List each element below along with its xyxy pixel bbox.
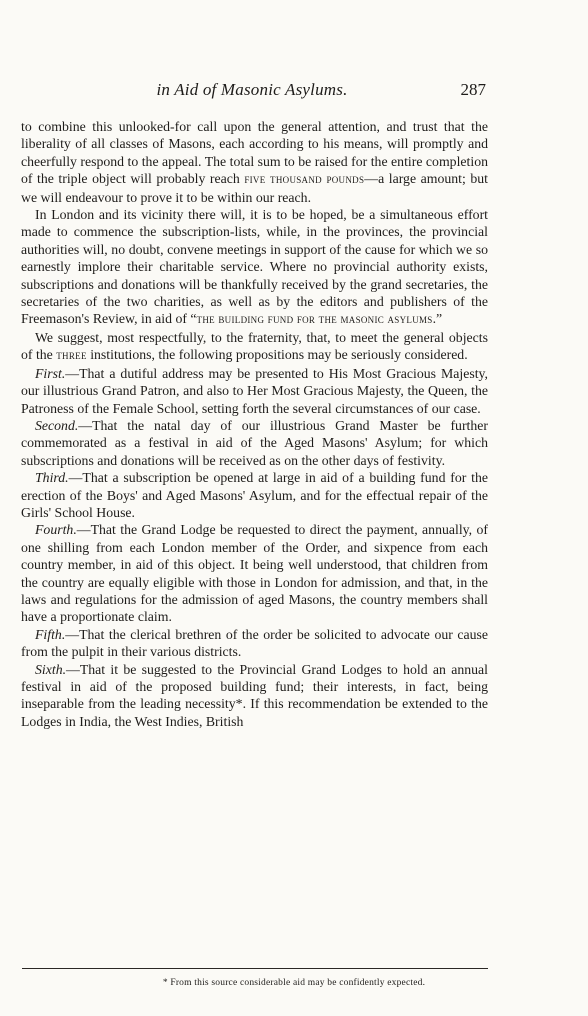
text-run: five thousand pounds <box>244 172 365 187</box>
text-run: to combine this unlooked-for call upon the general attention, and trust that the liberality of all classes of Masons, each according to his means, will promptly and cheerfully respond to the appeal. The total sum to be raised for the entire completion of the triple object will probably reach <box>21 119 488 187</box>
paragraph <box>21 206 488 329</box>
text-run: We suggest, most respectfully, to the fraternity, that, to meet the general objects of the <box>21 329 488 363</box>
paragraph <box>21 626 488 661</box>
text-run: .” <box>432 311 443 327</box>
paragraph <box>21 329 488 365</box>
text-run: —a large amount; but we will endeavour to prove it to be within our reach. <box>21 171 488 205</box>
text-run: —That a dutiful address may be presented to His Most Gracious Majesty, our illustrious Grand Patron, and also to Her Most Gracious Majesty, the Queen, the Patroness of the Female School, setting forth the several circumstances of our case. <box>21 365 488 416</box>
text-run: —That the clerical brethren of the order be solicited to advocate our cause from the pulpit in their various districts. <box>21 626 488 660</box>
paragraph <box>21 365 488 417</box>
paragraph-heading: Sixth. <box>35 661 67 677</box>
paragraph <box>21 661 488 731</box>
text-run: institutions, the following propositions may be seriously considered. <box>86 347 468 363</box>
page-number: 287 <box>460 80 486 99</box>
text-run: —That it be suggested to the Provincial Grand Lodges to hold an annual festival in aid of the proposed building fund; their interests, in fact, being inseparable from the leading necessity*. If this recommendation be extended to the Lodges in India, the West Indies, British <box>21 661 488 729</box>
paragraph-heading: Fifth. <box>35 626 66 642</box>
body-text <box>21 118 488 730</box>
paragraph <box>21 118 488 206</box>
running-title: in Aid of Masonic Asylums. <box>156 80 348 99</box>
paragraph-heading: Fourth. <box>35 522 77 538</box>
paragraph-heading: First. <box>35 365 66 381</box>
footnote: * From this source considerable aid may be confidently expected. <box>162 978 426 988</box>
text-run: —That the Grand Lodge be requested to direct the payment, annually, of one shilling from each London member of the Order, and sixpence from each country member, in aid of this object. It being well understood, that children from the country are equally eligible with those in London for admission, and that, in the laws and regulations for the admission of aged Masons, the country members shall have a proportionate claim. <box>21 522 488 625</box>
text-run: three <box>56 348 87 363</box>
page-header <box>18 80 486 104</box>
text-run: In London and its vicinity there will, it is to be hoped, be a simultaneous effort made to commence the subscription-lists, while, in the provinces, the provincial authorities will, no doubt, convene meetings in support of the cause for which we so earnestly implore their charitable service. Where no provincial authority exists, subscriptions and donations will be thankfully received by the grand secretaries, the secretaries of the two charities, as well as by the editors and publishers of the Freemason's Review, in aid of “ <box>21 207 488 327</box>
text-run: —That the natal day of our illustrious Grand Master be further commemorated as a festival in aid of the Aged Masons' Asylum; for which subscriptions and donations will be received as on the other days of festivity. <box>21 417 488 468</box>
paragraph <box>21 469 488 521</box>
text-run: —That a subscription be opened at large in aid of a building fund for the erection of the Boys' and Aged Masons' Asylum, and for the effectual repair of the Girls' School House. <box>21 470 488 520</box>
paragraph-heading: Third. <box>35 470 69 486</box>
paragraph <box>21 521 488 625</box>
text-run: the building fund for the masonic asylums <box>196 312 433 327</box>
paragraph-heading: Second. <box>35 417 79 433</box>
footnote-rule <box>22 968 488 969</box>
paragraph <box>21 417 488 469</box>
